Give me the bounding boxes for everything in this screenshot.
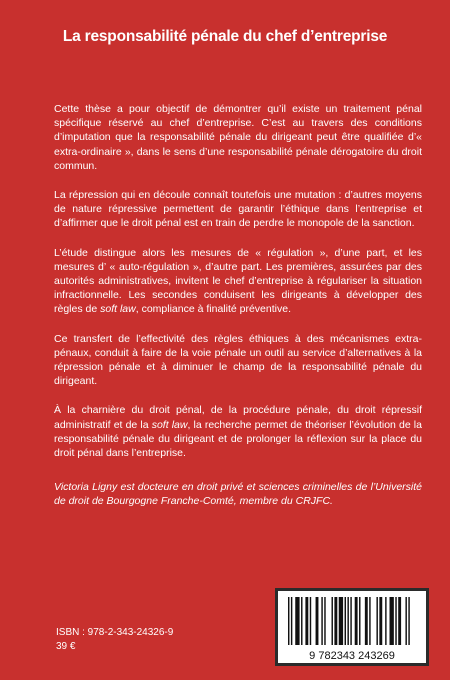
summary-paragraph-3 — [54, 246, 422, 317]
barcode-bar — [398, 597, 401, 645]
barcode-digits: 9 782343 243269 — [309, 650, 395, 662]
barcode-bar — [365, 597, 368, 645]
summary-paragraph-2 — [54, 188, 422, 231]
summary-paragraph-5 — [54, 403, 422, 460]
paragraph-5-text-a: À la charnière du droit pénal, de la procédure pénale, du droit répressif administratif et de la — [54, 404, 422, 431]
barcode-bar — [316, 597, 319, 645]
paragraph-5-text-b: , la recherche permet de théoriser l’évolution de la responsabilité pénale du dirigeant et de prolonger la réflexion sur la place du droit pénal dans l’entreprise. — [54, 418, 422, 460]
barcode-bar — [350, 597, 351, 645]
paragraph-2-text: La répression qui en découle connaît toutefois une mutation : d’autres moyens de nature répressive permettent de garantir l’éthique dans l’entreprise et d’affirmer que le droit pénal est en train de perdre le monopole de la sanction. — [54, 189, 422, 230]
barcode-bar — [405, 597, 406, 645]
barcode-bar — [334, 597, 337, 645]
paragraph-3-text-a: L’étude distingue alors les mesures de « régulation », d’une part, et les mesures d’ « auto-régulation », d’autre part. Les premières, assurées par des autorités administratives, invitent le chef d’entreprise à régulariser la situation infractionnelle. Les secondes conduisent les dirigeants à développer des règles de — [54, 246, 422, 316]
paragraph-5-emphasis: soft law — [151, 418, 188, 431]
barcode-bar — [305, 597, 308, 645]
paragraph-1-text: Cette thèse a pour objectif de démontrer qu’il existe un traitement pénal spécifique réservé au chef d’entreprise. C’est au travers des conditions d’imputation que la responsabilité pénale du dirigeant peut être qualifiée d’« extra-ordinaire », dans le sens d’une responsabilité pénale dérogatoire du droit commun. — [54, 103, 422, 172]
barcode-bar — [295, 597, 299, 645]
barcode-bar — [379, 597, 382, 645]
barcode-bar — [408, 597, 409, 645]
barcode-bar — [376, 597, 377, 645]
barcode — [275, 588, 429, 666]
price: 39 € — [56, 641, 76, 652]
author-bio: Victoria Ligny est docteure en droit privé et sciences criminelles de l’Université de droit de Bourgogne Franche-Comté, membre du CRJFC. — [54, 481, 422, 508]
summary-paragraph-1 — [54, 102, 422, 173]
barcode-bar — [301, 597, 302, 645]
paragraph-3-emphasis: soft law — [100, 303, 136, 316]
barcode-bar — [395, 597, 396, 645]
barcode-bar — [347, 597, 348, 645]
isbn-number: ISBN : 978-2-343-24326-9 — [56, 627, 174, 638]
barcode-bar — [291, 597, 292, 645]
barcode-bar — [310, 597, 311, 645]
barcode-bar — [324, 597, 325, 645]
book-title: La responsabilité pénale du chef d’entreprise — [62, 28, 388, 45]
barcode-bar — [390, 597, 394, 645]
barcode-bar — [345, 597, 346, 645]
barcode-bar — [359, 597, 360, 645]
summary-paragraph-4 — [54, 332, 422, 389]
barcode-bar — [332, 597, 333, 645]
barcode-bar — [385, 597, 386, 645]
barcode-bar — [369, 597, 370, 645]
barcode-graphic — [278, 591, 426, 663]
barcode-bar — [288, 597, 289, 645]
back-cover-summary — [54, 102, 422, 524]
barcode-bar — [321, 597, 322, 645]
paragraph-3-text-b: , compliance à finalité préventive. — [135, 303, 291, 316]
barcode-bar — [339, 597, 343, 645]
barcode-bar — [355, 597, 358, 645]
isbn-block — [56, 626, 173, 654]
paragraph-4-text: Ce transfert de l’effectivité des règles éthiques à des mécanismes extra-pénaux, conduit à faire de la voie pénale un outil au service d’alternatives à la répression pénale et à diminuer le champ de la responsabilité pénale du dirigeant. — [54, 332, 422, 388]
